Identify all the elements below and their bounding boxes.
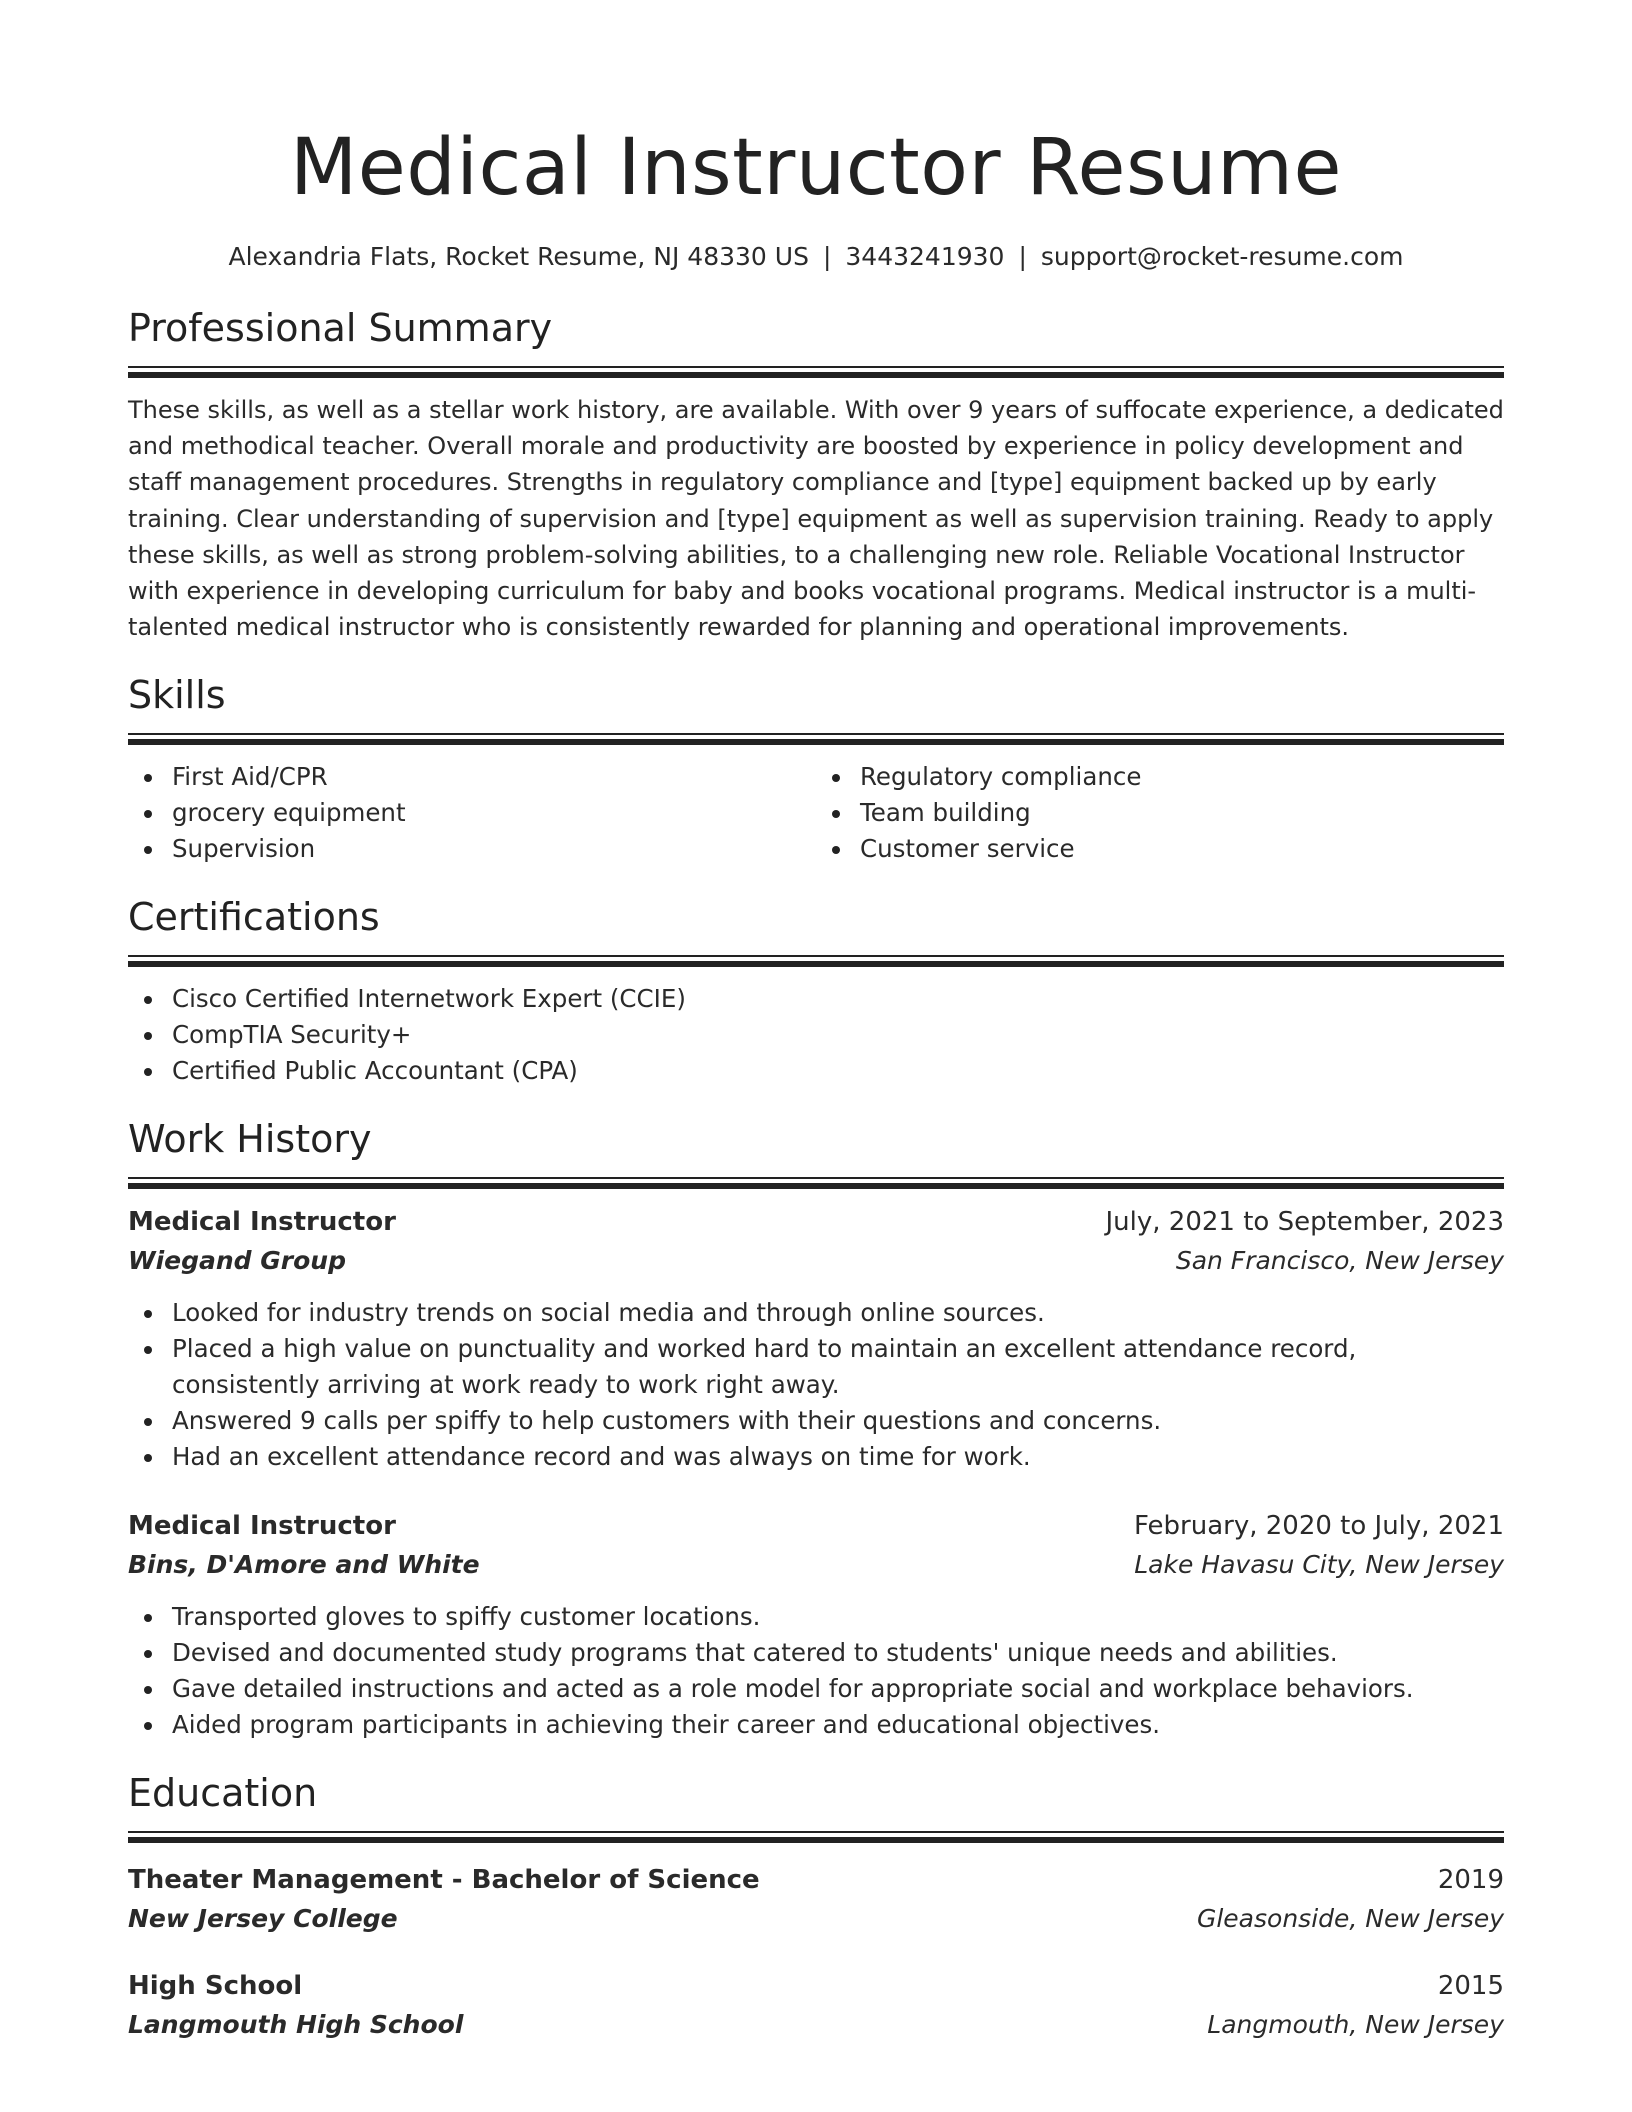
certification-item: CompTIA Security+ xyxy=(128,1017,1504,1053)
education-year: 2015 xyxy=(1437,1971,1504,2002)
job-company-row xyxy=(128,1545,1504,1585)
section-heading-certifications: Certifications xyxy=(128,895,380,940)
resume-title: Medical Instructor Resume xyxy=(289,123,1343,213)
skill-item: First Aid/CPR xyxy=(128,759,816,795)
job-dates: February, 2020 to July, 2021 xyxy=(1134,1511,1504,1542)
skill-item: Team building xyxy=(816,795,1504,831)
contact-email: support@rocket-resume.com xyxy=(1040,242,1404,271)
education-location: Gleasonside, New Jersey xyxy=(1196,1904,1504,1934)
job-entry xyxy=(128,1203,1504,1475)
education-school-row xyxy=(128,1899,1504,1939)
job-bullets xyxy=(128,1295,1504,1475)
job-title: Medical Instructor xyxy=(128,1207,396,1238)
certification-item: Cisco Certified Internetwork Expert (CCIE) xyxy=(128,981,1504,1017)
education-section xyxy=(128,1769,1504,2045)
job-company: Bins, D'Amore and White xyxy=(128,1550,480,1580)
education-school: Langmouth High School xyxy=(128,2010,464,2040)
job-company-row xyxy=(128,1241,1504,1281)
contact-phone: 3443241930 xyxy=(845,242,1005,271)
skills-columns xyxy=(128,759,1504,867)
job-bullet: Placed a high value on punctuality and worked hard to maintain an excellent attendance record, consistently arriving at work ready to work right away. xyxy=(128,1331,1504,1403)
certifications-section xyxy=(128,893,1504,1089)
education-location: Langmouth, New Jersey xyxy=(1207,2010,1504,2040)
contact-address: Alexandria Flats, Rocket Resume, NJ 48330 US xyxy=(228,242,809,271)
education-entry xyxy=(128,1967,1504,2045)
job-dates: July, 2021 to September, 2023 xyxy=(1105,1207,1504,1238)
contact-separator: | xyxy=(822,242,832,271)
job-bullet: Aided program participants in achieving their career and educational objectives. xyxy=(128,1707,1504,1743)
job-bullet: Gave detailed instructions and acted as a role model for appropriate social and workplace behaviors. xyxy=(128,1671,1504,1707)
section-heading-education: Education xyxy=(128,1771,318,1816)
education-degree: Theater Management - Bachelor of Science xyxy=(128,1865,760,1896)
education-year: 2019 xyxy=(1437,1865,1504,1896)
work-history-section xyxy=(128,1115,1504,1743)
section-divider xyxy=(128,955,1504,967)
skills-list-left xyxy=(128,759,816,867)
job-location: Lake Havasu City, New Jersey xyxy=(1134,1550,1504,1580)
section-divider xyxy=(128,1831,1504,1843)
skill-item: grocery equipment xyxy=(128,795,816,831)
section-heading-skills: Skills xyxy=(128,673,226,718)
certifications-list xyxy=(128,981,1504,1089)
skill-item: Customer service xyxy=(816,831,1504,867)
job-bullet: Devised and documented study programs that catered to students' unique needs and abilities. xyxy=(128,1635,1504,1671)
summary-section xyxy=(128,304,1504,645)
job-entry xyxy=(128,1507,1504,1743)
section-heading-work-history: Work History xyxy=(128,1117,372,1162)
skill-item: Regulatory compliance xyxy=(816,759,1504,795)
education-school-row xyxy=(128,2005,1504,2045)
contact-separator: | xyxy=(1018,242,1027,271)
education-header-row xyxy=(128,1861,1504,1899)
skill-item: Supervision xyxy=(128,831,816,867)
education-school: New Jersey College xyxy=(128,1904,398,1934)
education-header-row xyxy=(128,1967,1504,2005)
summary-text: These skills, as well as a stellar work history, are available. With over 9 years of suffocate experience, a dedicated and methodical teacher. Overall morale and productivity are boosted by experience in policy development and staff management procedures. Strengths in regulatory compliance and [type] equipment backed up by early training. Clear understanding of supervision and [type] equipment as well as supervision training. Ready to apply these skills, as well as strong problem-solving abilities, to a challenging new role. Reliable Vocational Instructor with experience in developing curriculum for baby and books vocational programs. Medical instructor is a multi-talented medical instructor who is consistently rewarded for planning and operational improvements. xyxy=(128,396,1504,642)
job-location: San Francisco, New Jersey xyxy=(1175,1246,1504,1276)
job-bullet: Had an excellent attendance record and was always on time for work. xyxy=(128,1439,1504,1475)
section-divider xyxy=(128,366,1504,378)
education-entry xyxy=(128,1861,1504,1939)
job-company: Wiegand Group xyxy=(128,1246,346,1276)
job-header-row xyxy=(128,1507,1504,1545)
skills-section xyxy=(128,671,1504,867)
education-degree: High School xyxy=(128,1971,303,2002)
job-bullets xyxy=(128,1599,1504,1743)
section-divider xyxy=(128,733,1504,745)
certification-item: Certified Public Accountant (CPA) xyxy=(128,1053,1504,1089)
skills-list-right xyxy=(816,759,1504,867)
job-title: Medical Instructor xyxy=(128,1511,396,1542)
contact-line xyxy=(128,240,1504,274)
section-divider xyxy=(128,1177,1504,1189)
job-bullet: Looked for industry trends on social media and through online sources. xyxy=(128,1295,1504,1331)
job-bullet: Answered 9 calls per spiffy to help customers with their questions and concerns. xyxy=(128,1403,1504,1439)
section-heading-summary: Professional Summary xyxy=(128,306,553,350)
job-header-row xyxy=(128,1203,1504,1241)
job-bullet: Transported gloves to spiffy customer locations. xyxy=(128,1599,1504,1635)
